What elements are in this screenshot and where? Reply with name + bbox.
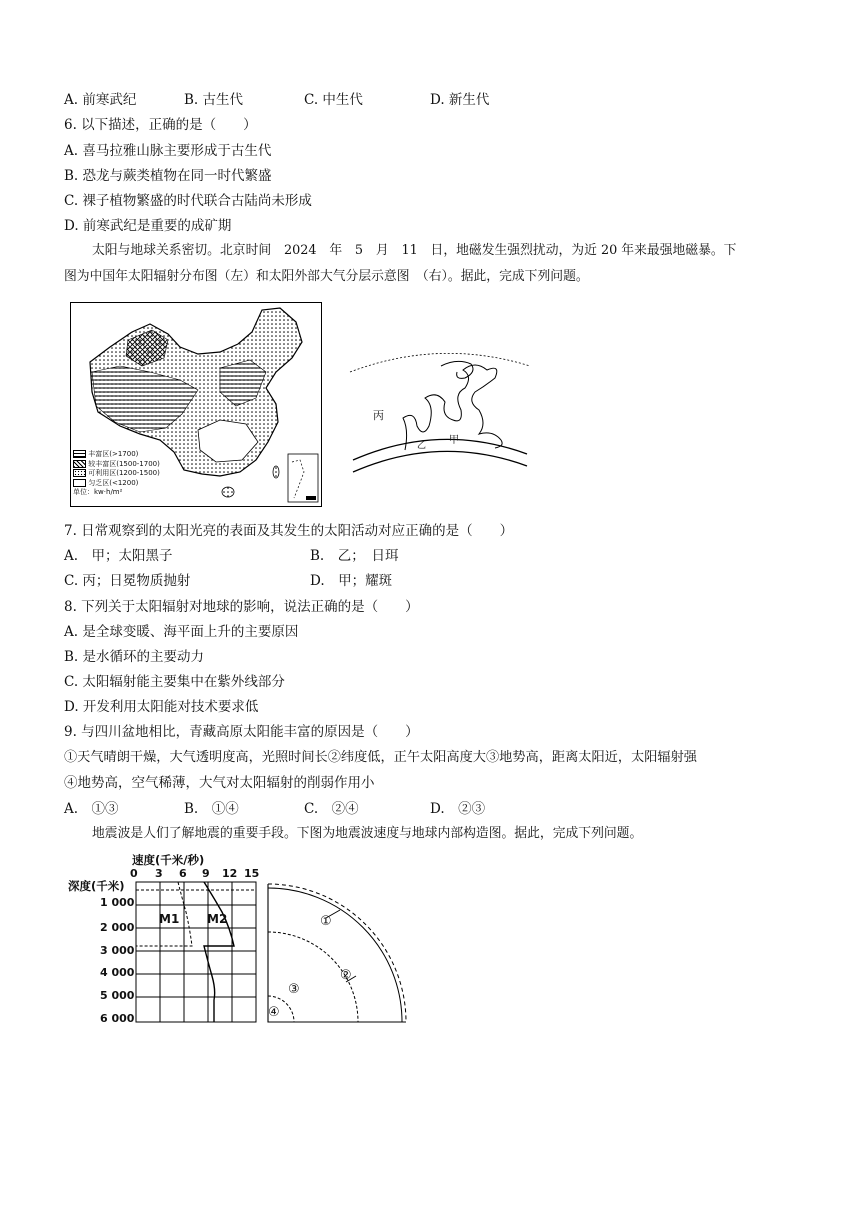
legend-label-fairly-rich: 较丰富区(1500-1700) — [88, 459, 160, 468]
label-jia: 甲 — [449, 435, 459, 446]
curve-label-m1: M1 — [159, 912, 180, 926]
q5-option-b: B. 古生代 — [184, 92, 244, 108]
q9-option-a: A. ①③ — [64, 801, 119, 817]
layer-label-3: ③ — [288, 982, 300, 997]
map-legend — [73, 450, 160, 498]
legend-row-rich — [73, 450, 160, 460]
depth-axis-title: 深度(千米) — [68, 879, 125, 893]
q5-option-c: C. 中生代 — [304, 92, 363, 108]
depth-tick-2000: 2 000 — [100, 921, 135, 934]
legend-unit: 单位：kw·h/m² — [73, 488, 123, 496]
speed-tick-0: 0 — [130, 867, 138, 880]
q5-option-d: D. 新生代 — [430, 92, 490, 108]
depth-tick-6000: 6 000 — [100, 1012, 135, 1025]
layer-label-4: ④ — [268, 1005, 280, 1020]
speed-tick-6: 6 — [179, 867, 187, 880]
passage1-line2: 图为中国年太阳辐射分布图（左）和太阳外部大气分层示意图 （右）。据此，完成下列问题。 — [64, 269, 589, 284]
legend-swatch-usable — [73, 469, 86, 477]
q5-options — [64, 91, 489, 109]
depth-tick-5000: 5 000 — [100, 989, 135, 1002]
q9-option-d: D. ②③ — [430, 801, 486, 817]
q9-statements-line1: ①天气晴朗干燥，大气透明度高，光照时间长②纬度低，正午太阳高度大③地势高，距离太阳近，太阳辐射强 — [64, 750, 697, 765]
layer-label-2: ② — [340, 968, 352, 983]
legend-row-poor — [73, 479, 160, 489]
q8-option-c: C. 太阳辐射能主要集中在紫外线部分 — [64, 674, 285, 690]
passage1-line1: 太阳与地球关系密切。北京时间 2024 年 5 月 11 日，地磁发生强烈扰动，为近 20 年来最强地磁暴。下 — [92, 243, 737, 258]
china-solar-map — [70, 302, 322, 507]
legend-label-rich: 丰富区(>1700) — [88, 450, 139, 458]
legend-row-fairly-rich — [73, 460, 160, 470]
label-bing: 丙 — [373, 409, 384, 422]
q7-option-d: D. 甲；耀斑 — [310, 573, 393, 589]
q8-option-b: B. 是水循环的主要动力 — [64, 649, 205, 665]
q9-option-b: B. ①④ — [184, 801, 239, 817]
q6-option-d: D. 前寒武纪是重要的成矿期 — [64, 218, 232, 234]
q9-option-c: C. ②④ — [304, 801, 359, 817]
legend-swatch-poor — [73, 479, 86, 487]
q7-option-a: A. 甲；太阳黑子 — [64, 548, 173, 564]
sun-atmosphere-diagram — [345, 330, 535, 490]
q8-option-a: A. 是全球变暖、海平面上升的主要原因 — [64, 624, 299, 640]
q7-option-b: B. 乙； 日珥 — [310, 548, 399, 564]
curve-label-m2: M2 — [207, 912, 228, 926]
q9-statements-line2: ④地势高，空气稀薄，大气对太阳辐射的削弱作用小 — [64, 775, 375, 791]
speed-tick-15: 15 — [244, 867, 260, 880]
seismic-figure — [64, 850, 409, 1030]
q7-option-c: C. 丙；日冕物质抛射 — [64, 573, 191, 589]
q6-option-b: B. 恐龙与蕨类植物在同一时代繁盛 — [64, 168, 272, 184]
speed-tick-9: 9 — [202, 867, 210, 880]
label-yi: 乙 — [417, 441, 427, 451]
depth-tick-4000: 4 000 — [100, 966, 135, 979]
speed-axis-title: 速度(千米/秒) — [132, 853, 205, 867]
q5-option-a: A. 前寒武纪 — [64, 92, 137, 108]
layer-label-1: ① — [320, 914, 332, 929]
q8-stem: 8. 下列关于太阳辐射对地球的影响，说法正确的是（ ） — [64, 599, 419, 615]
q6-stem: 6. 以下描述，正确的是（ ） — [64, 117, 257, 133]
depth-tick-1000: 1 000 — [100, 896, 135, 909]
q9-options — [64, 800, 485, 818]
speed-tick-3: 3 — [155, 867, 163, 880]
depth-tick-3000: 3 000 — [100, 944, 135, 957]
speed-tick-12: 12 — [222, 867, 238, 880]
passage2: 地震波是人们了解地震的重要手段。下图为地震波速度与地球内部构造图。据此，完成下列问题。 — [92, 826, 643, 841]
q6-option-c: C. 裸子植物繁盛的时代联合古陆尚未形成 — [64, 193, 312, 209]
legend-swatch-fairly-rich — [73, 460, 86, 468]
legend-swatch-rich — [73, 450, 86, 458]
legend-row-usable — [73, 469, 160, 479]
q9-stem: 9. 与四川盆地相比，青藏高原太阳能丰富的原因是（ ） — [64, 724, 419, 740]
q6-option-a: A. 喜马拉雅山脉主要形成于古生代 — [64, 143, 272, 159]
legend-label-poor: 匀乏区(<1200) — [88, 478, 139, 487]
seismic-graphic — [64, 850, 409, 1030]
q7-stem: 7. 日常观察到的太阳光亮的表面及其发生的太阳活动对应正确的是（ ） — [64, 523, 514, 539]
legend-label-usable: 可利用区(1200-1500) — [88, 469, 160, 477]
q8-option-d: D. 开发利用太阳能对技术要求低 — [64, 699, 259, 715]
